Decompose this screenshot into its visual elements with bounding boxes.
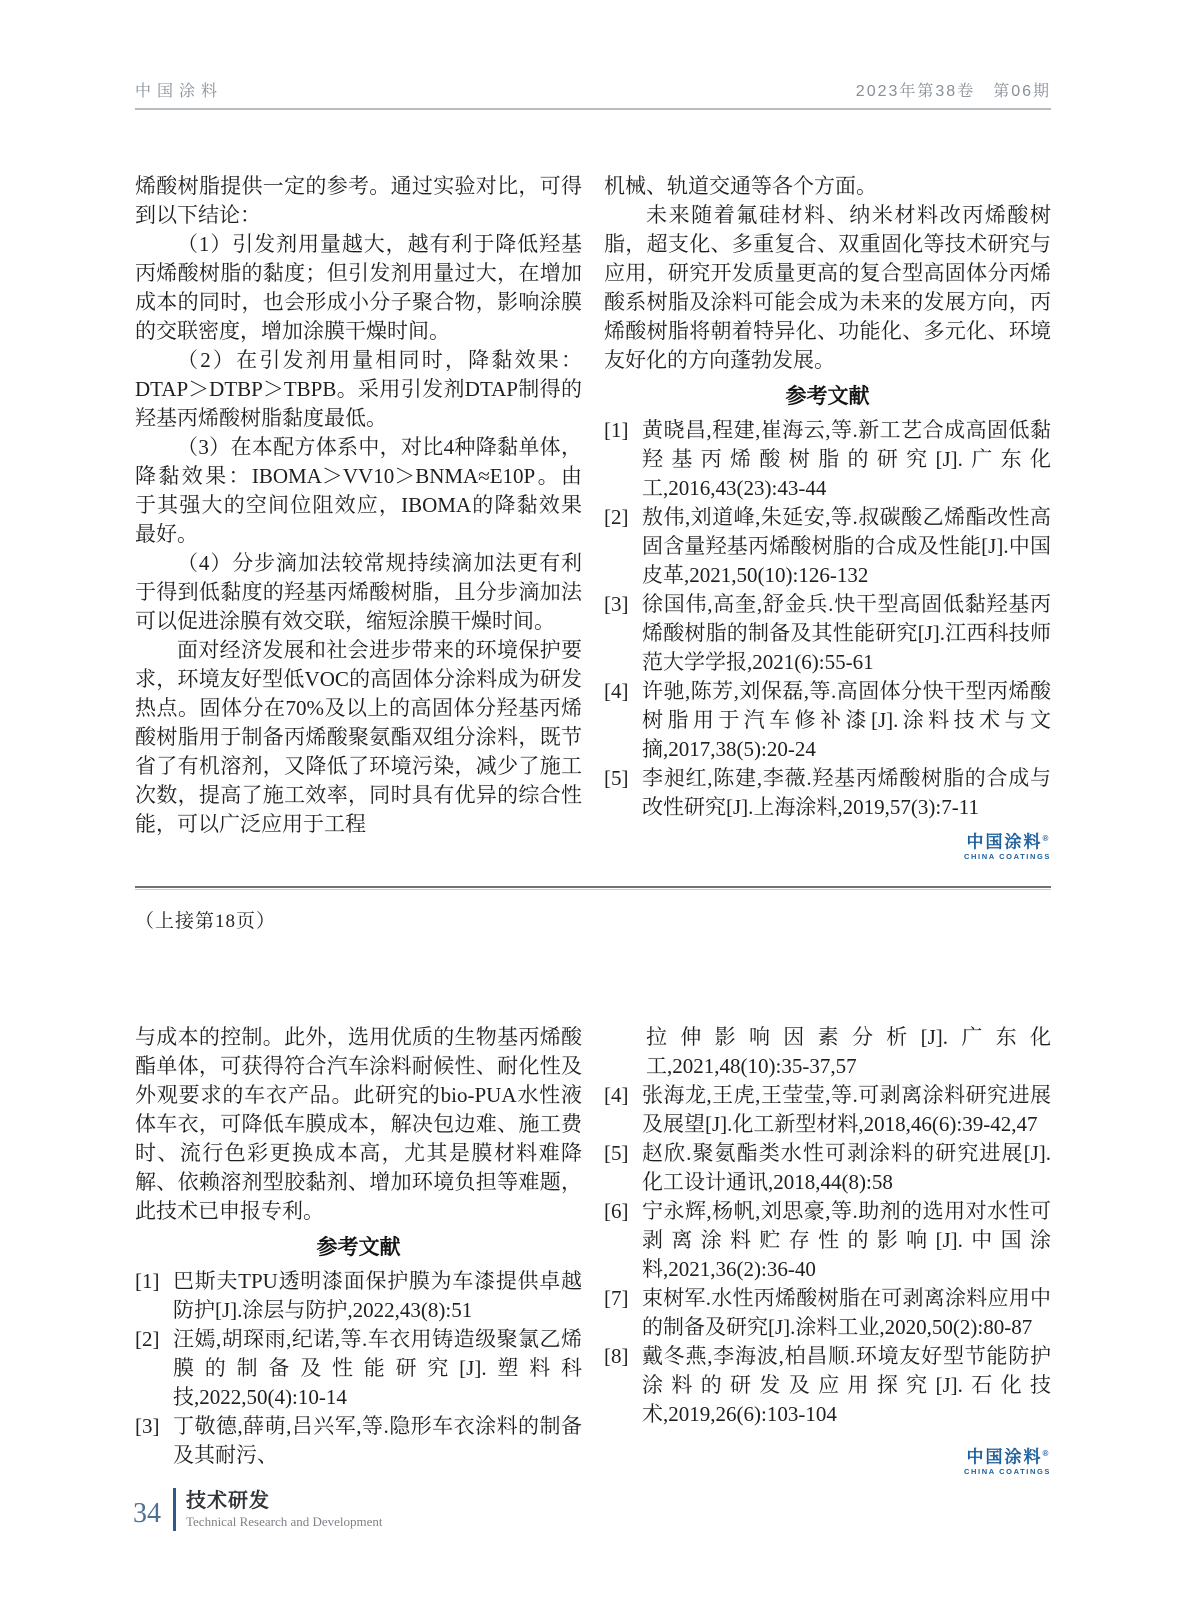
references-heading: 参考文献 xyxy=(316,1235,401,1259)
reference-entry xyxy=(604,1284,1051,1342)
logo-en-text: CHINA COATINGS xyxy=(964,1466,1051,1476)
footer-divider-bar xyxy=(173,1488,176,1531)
footer-section-title xyxy=(186,1489,383,1531)
reference-label: [7] xyxy=(604,1286,629,1310)
paragraph: （2）在引发剂用量相同时，降黏效果：DTAP＞DTBP＞TBPB。采用引发剂DTAP制得的羟基丙烯酸树脂黏度最低。 xyxy=(135,348,582,430)
reference-continuation: 拉伸影响因素分析[J].广东化工,2021,48(10):35-37,57 xyxy=(646,1025,1051,1078)
reference-text: 黄晓昌,程建,崔海云,等.新工艺合成高固低黏羟基丙烯酸树脂的研究[J].广东化工,2016,43(23):43-44 xyxy=(642,418,1051,500)
references-heading: 参考文献 xyxy=(785,384,870,408)
reference-label: [4] xyxy=(604,679,629,703)
reference-entry xyxy=(604,1342,1051,1429)
reference-entry xyxy=(604,764,1051,822)
bottom-section xyxy=(135,1023,1051,1479)
reference-entry xyxy=(604,1081,1051,1139)
reference-entry xyxy=(135,1325,582,1412)
paragraph: 机械、轨道交通等各个方面。 xyxy=(604,174,877,198)
reference-entry xyxy=(135,1412,582,1470)
reference-entry xyxy=(604,1197,1051,1284)
paragraph: 面对经济发展和社会进步带来的环境保护要求，环境友好型低VOC的高固体分涂料成为研发热点。固体分在70%及以上的高固体分羟基丙烯酸树脂用于制备丙烯酸聚氨酯双组分涂料，既节省了有机溶剂，又降低了环境污染，减少了施工次数，提高了施工效率，同时具有优异的综合性能，可以广泛应用于工程 xyxy=(135,638,582,836)
reference-label: [6] xyxy=(604,1199,629,1223)
paragraph: （1）引发剂用量越大，越有利于降低羟基丙烯酸树脂的黏度；但引发剂用量过大，在增加成本的同时，也会形成小分子聚合物，影响涂膜的交联密度，增加涂膜干燥时间。 xyxy=(135,232,582,343)
continuation-note: （上接第18页） xyxy=(135,911,277,932)
bottom-left-column xyxy=(135,1023,582,1479)
reference-label: [5] xyxy=(604,766,629,790)
china-coatings-logo xyxy=(964,1445,1051,1477)
logo-container xyxy=(604,830,1051,864)
reference-text: 张海龙,王虎,王莹莹,等.可剥离涂料研究进展及展望[J].化工新型材料,2018,46(6):39-42,47 xyxy=(642,1083,1051,1136)
reference-label: [1] xyxy=(604,418,629,442)
issue-info: 2023年第38卷 第06期 xyxy=(855,83,1051,100)
section-divider xyxy=(135,886,1051,890)
paragraph: 未来随着氟硅材料、纳米材料改丙烯酸树脂，超支化、多重复合、双重固化等技术研究与应用，研究开发质量更高的复合型高固体分丙烯酸系树脂及涂料可能会成为未来的发展方向，丙烯酸树脂将朝着特异化、功能化、多元化、环境友好化的方向蓬勃发展。 xyxy=(604,203,1051,372)
reference-text: 赵欣.聚氨酯类水性可剥涂料的研究进展[J].化工设计通讯,2018,44(8):58 xyxy=(642,1141,1051,1194)
top-left-column xyxy=(135,172,582,864)
reference-label: [2] xyxy=(604,505,629,529)
reference-text: 许驰,陈芳,刘保磊,等.高固体分快干型丙烯酸树脂用于汽车修补漆[J].涂料技术与文摘,2017,38(5):20-24 xyxy=(642,679,1051,761)
reference-label: [8] xyxy=(604,1344,629,1368)
reference-entry xyxy=(135,1267,582,1325)
bottom-right-column xyxy=(604,1023,1051,1479)
logo-cn-text: 中国涂料® xyxy=(966,832,1049,852)
top-section xyxy=(135,172,1051,864)
logo-en-text: CHINA COATINGS xyxy=(964,851,1051,861)
logo-container xyxy=(604,1445,1051,1479)
reference-entry xyxy=(604,416,1051,503)
reference-label: [1] xyxy=(135,1269,160,1293)
reference-text: 敖伟,刘道峰,朱延安,等.叔碳酸乙烯酯改性高固含量羟基丙烯酸树脂的合成及性能[J].中国皮革,2021,50(10):126-132 xyxy=(642,505,1051,587)
registered-mark-icon: ® xyxy=(1042,1449,1049,1458)
reference-entry xyxy=(604,677,1051,764)
top-right-column xyxy=(604,172,1051,864)
reference-text: 丁敬德,薛萌,吕兴军,等.隐形车衣涂料的制备及其耐污、 xyxy=(173,1414,582,1467)
paragraph: 烯酸树脂提供一定的参考。通过实验对比，可得到以下结论： xyxy=(135,174,582,227)
reference-label: [3] xyxy=(135,1414,160,1438)
reference-text: 戴冬燕,李海波,柏昌顺.环境友好型节能防护涂料的研发及应用探究[J].石化技术,2019,26(6):103-104 xyxy=(642,1344,1051,1426)
footer-section-en: Technical Research and Development xyxy=(186,1514,383,1529)
journal-name: 中国涂料 xyxy=(135,83,224,100)
footer-section-cn: 技术研发 xyxy=(186,1490,270,1512)
reference-label: [5] xyxy=(604,1141,629,1165)
page-header xyxy=(135,78,1051,110)
reference-text: 徐国伟,高奎,舒金兵.快干型高固低黏羟基丙烯酸树脂的制备及其性能研究[J].江西科技师范大学学报,2021(6):55-61 xyxy=(642,592,1051,674)
reference-text: 束树军.水性丙烯酸树脂在可剥离涂料应用中的制备及研究[J].涂料工业,2020,50(2):80-87 xyxy=(642,1286,1051,1339)
reference-label: [4] xyxy=(604,1083,629,1107)
paragraph: 与成本的控制。此外，选用优质的生物基丙烯酸酯单体，可获得符合汽车涂料耐候性、耐化性及外观要求的车衣产品。此研究的bio-PUA水性液体车衣，可降低车膜成本，解决包边难、施工费时、流行色彩更换成本高，尤其是膜材料难降解、依赖溶剂型胶黏剂、增加环境负担等难题，此技术已申报专利。 xyxy=(135,1025,582,1223)
reference-entry xyxy=(604,503,1051,590)
logo-cn-text: 中国涂料® xyxy=(966,1447,1049,1467)
reference-text: 巴斯夫TPU透明漆面保护膜为车漆提供卓越防护[J].涂层与防护,2022,43(8):51 xyxy=(173,1269,582,1322)
reference-text: 汪嫣,胡琛雨,纪诺,等.车衣用铸造级聚氯乙烯膜的制备及性能研究[J].塑料科技,2022,50(4):10-14 xyxy=(173,1327,582,1409)
page-footer xyxy=(133,1488,383,1531)
registered-mark-icon: ® xyxy=(1042,834,1049,843)
reference-label: [2] xyxy=(135,1327,160,1351)
reference-text: 李昶红,陈建,李薇.羟基丙烯酸树脂的合成与改性研究[J].上海涂料,2019,57(3):7-11 xyxy=(642,766,1051,819)
reference-text: 宁永辉,杨帆,刘思豪,等.助剂的选用对水性可剥离涂料贮存性的影响[J].中国涂料,2021,36(2):36-40 xyxy=(642,1199,1051,1281)
reference-entry xyxy=(604,1139,1051,1197)
reference-entry xyxy=(604,590,1051,677)
paragraph: （4）分步滴加法较常规持续滴加法更有利于得到低黏度的羟基丙烯酸树脂，且分步滴加法可以促进涂膜有效交联，缩短涂膜干燥时间。 xyxy=(135,551,582,633)
china-coatings-logo xyxy=(964,830,1051,862)
paragraph: （3）在本配方体系中，对比4种降黏单体，降黏效果：IBOMA＞VV10＞BNMA≈E10P。由于其强大的空间位阻效应，IBOMA的降黏效果最好。 xyxy=(135,435,582,546)
reference-label: [3] xyxy=(604,592,629,616)
page-number: 34 xyxy=(133,1498,161,1529)
